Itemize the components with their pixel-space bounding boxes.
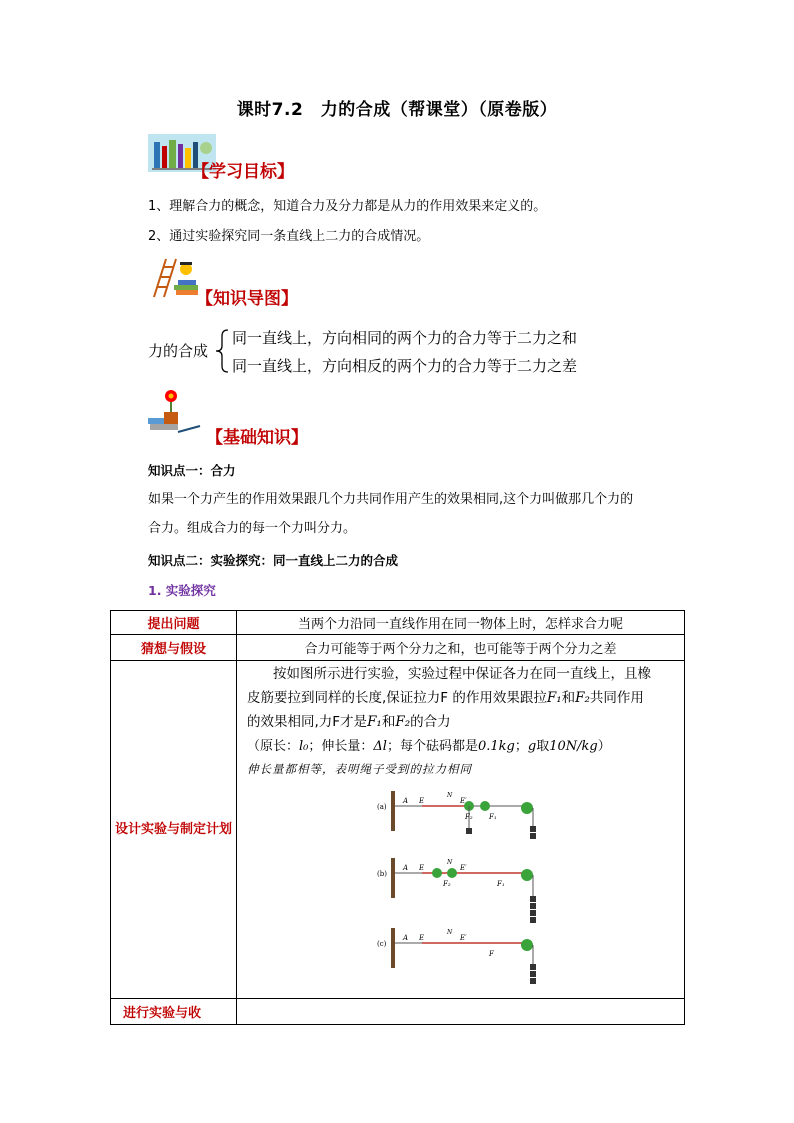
knowledge-point-2-title: 知识点二：实验探究：同一直线上二力的合成 <box>148 553 399 568</box>
f2-symbol: F₂ <box>575 690 590 706</box>
table-row <box>111 999 685 1025</box>
knowledge-point-1-title: 知识点一：合力 <box>148 463 236 478</box>
page-title: 课时7.2 力的合成（帮课堂）（原卷版） <box>236 100 558 120</box>
learning-goals-heading: 【学习目标】 <box>192 162 294 182</box>
knowledge-map-heading: 【知识导图】 <box>196 289 298 309</box>
mindmap-root: 力的合成 <box>148 342 209 360</box>
svg-text:E: E <box>419 797 425 805</box>
panel-a-tag: (a) <box>377 803 387 811</box>
svg-text:F: F <box>489 950 494 958</box>
mindmap-branch-opposite-direction: 同一直线上，方向相反的两个力的合力等于二力之差 <box>232 357 578 375</box>
svg-text:E′: E′ <box>460 797 467 805</box>
plan-line-1: 按如图所示进行实验，实验过程中保证各力在同一直线上，且橡 <box>273 666 651 682</box>
basic-knowledge-heading: 【基础知识】 <box>206 428 308 448</box>
svg-text:F₂: F₂ <box>443 880 451 888</box>
plan-parameters: （原长：l₀；伸长量：Δl；每个砝码都是0.1kg；g取10N/kg） <box>247 739 611 754</box>
panel-b-tag: (b) <box>377 870 387 878</box>
extension-symbol: Δl <box>373 739 387 754</box>
svg-text:F₁: F₁ <box>489 813 497 821</box>
row-body-conduct <box>237 999 685 1025</box>
flower-pot-icon <box>148 388 204 438</box>
f1-symbol: F₁ <box>546 690 562 706</box>
svg-text:E′: E′ <box>460 934 467 942</box>
table-row <box>111 661 685 999</box>
mindmap-branch-same-direction: 同一直线上，方向相同的两个力的合力等于二力之和 <box>232 329 578 347</box>
knowledge-point-1-text-line2: 合力。组成合力的每一个力叫分力。 <box>148 521 357 536</box>
goal-item-1: 1、理解合力的概念，知道合力及分力都是从力的作用效果来定义的。 <box>148 199 547 214</box>
experiment-table <box>110 610 685 1025</box>
svg-text:E: E <box>419 934 425 942</box>
svg-text:N: N <box>447 859 453 866</box>
panel-b <box>377 858 536 923</box>
ladder-books-icon <box>148 255 202 299</box>
panel-a <box>377 791 536 839</box>
plan-line-3: 的效果相同,力F才是F₁和F₂的合力 <box>247 714 451 730</box>
knowledge-point-1-text-line1: 如果一个力产生的作用效果跟几个力共同作用产生的效果相同,这个力叫做那几个力的 <box>148 492 634 507</box>
row-head-question: 提出问题 <box>111 611 237 635</box>
plan-note: 伸长量都相等，表明绳子受到的拉力相同 <box>247 762 472 776</box>
svg-text:N: N <box>447 929 453 936</box>
svg-text:E: E <box>419 864 425 872</box>
experiment-figure <box>377 786 552 991</box>
svg-text:N: N <box>447 792 453 799</box>
row-head-conduct: 进行实验与收 <box>111 999 237 1025</box>
goal-item-2: 2、通过实验探究同一条直线上二力的合成情况。 <box>148 229 430 244</box>
panel-c-tag: (c) <box>377 940 387 948</box>
original-length-symbol: l₀ <box>299 739 309 754</box>
svg-text:F₂: F₂ <box>465 813 473 821</box>
panel-c <box>377 928 536 984</box>
row-head-hypothesis: 猜想与假设 <box>111 635 237 661</box>
row-head-design: 设计实验与制定计划 <box>111 661 237 999</box>
svg-text:A: A <box>403 797 409 805</box>
weight-mass: 0.1kg <box>477 739 515 754</box>
plan-line-2: 皮筋要拉到同样的长度,保证拉力F 的作用效果跟拉F₁和F₂共同作用 <box>247 690 644 706</box>
row-body-hypothesis: 合力可能等于两个分力之和，也可能等于两个分力之差 <box>237 635 685 661</box>
table-row <box>111 611 685 635</box>
experiment-subheading: 1. 实验探究 <box>148 583 216 598</box>
row-body-design <box>237 661 685 999</box>
svg-text:E′: E′ <box>460 864 467 872</box>
svg-text:A: A <box>403 934 409 942</box>
table-row <box>111 635 685 661</box>
brace-icon <box>212 328 232 374</box>
row-body-question: 当两个力沿同一直线作用在同一物体上时，怎样求合力呢 <box>237 611 685 635</box>
svg-text:F₁: F₁ <box>497 880 505 888</box>
gravity-value: 10N/kg <box>549 739 598 754</box>
svg-text:A: A <box>403 864 409 872</box>
